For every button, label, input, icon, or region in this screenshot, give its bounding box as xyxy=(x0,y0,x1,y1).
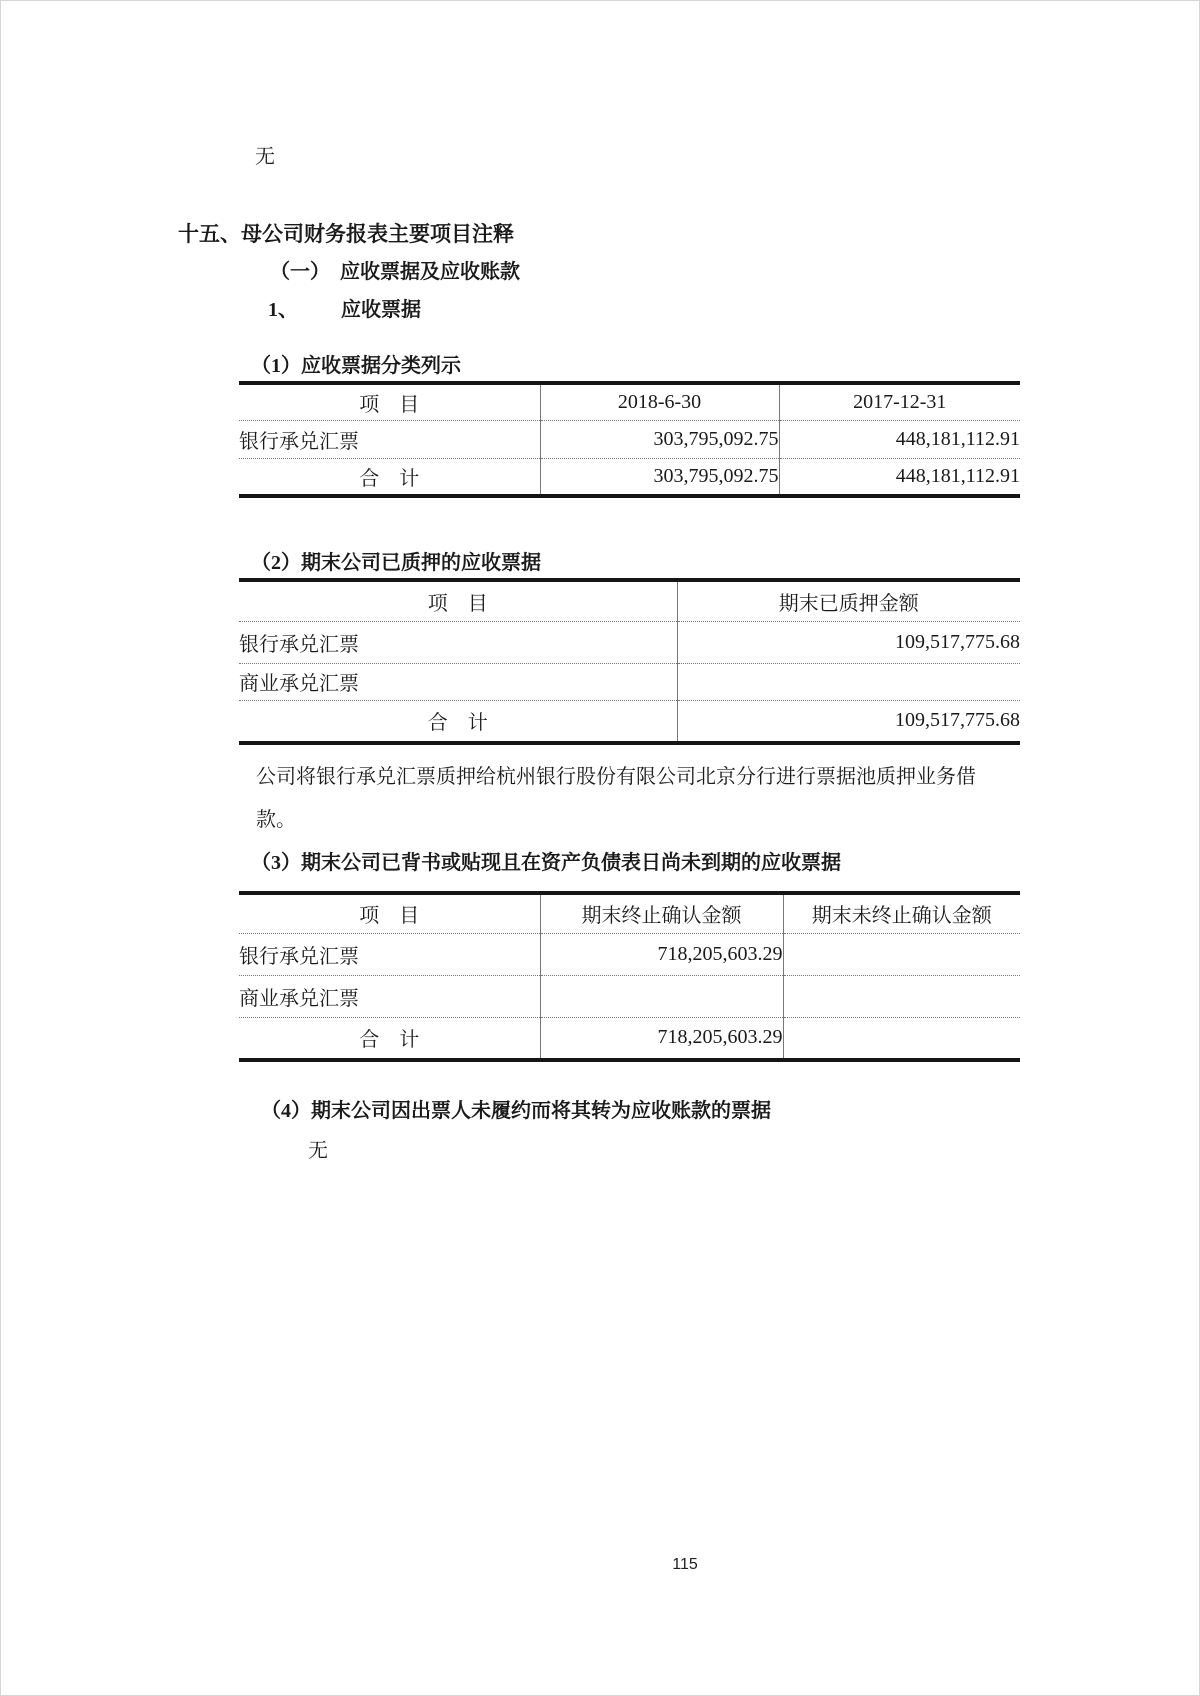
table-row xyxy=(239,621,1020,663)
col-header-item: 项 目 xyxy=(239,383,540,420)
table-row xyxy=(239,975,1020,1017)
table-header-row xyxy=(239,383,1020,420)
row-value: 109,517,775.68 xyxy=(677,621,1020,663)
table-total-row xyxy=(239,458,1020,496)
col-header-pledged: 期末已质押金额 xyxy=(677,580,1020,621)
col-header-item: 项 目 xyxy=(239,893,540,933)
total-label: 合 计 xyxy=(359,1029,420,1052)
table-total-row xyxy=(239,1017,1020,1060)
row-label: 银行承兑汇票 xyxy=(239,621,677,663)
total-label: 合 计 xyxy=(359,467,420,490)
row-label: 商业承兑汇票 xyxy=(239,663,677,700)
total-value: 448,181,112.91 xyxy=(779,458,1020,496)
row-value xyxy=(783,975,1020,1017)
col-header-item: 项 目 xyxy=(239,580,677,621)
total-label: 合 计 xyxy=(427,712,488,735)
item-number: 1、 xyxy=(268,299,298,321)
table-row xyxy=(239,663,1020,700)
table-header-row xyxy=(239,893,1020,933)
row-label: 银行承兑汇票 xyxy=(239,933,540,975)
notes-receivable-classification-table xyxy=(239,381,1020,498)
section3-title: （3）期末公司已背书或贴现且在资产负债表日尚未到期的应收票据 xyxy=(251,852,841,874)
total-value: 109,517,775.68 xyxy=(677,700,1020,743)
total-value: 718,205,603.29 xyxy=(540,1017,783,1060)
col-header-2018: 2018-6-30 xyxy=(540,383,779,420)
table-row xyxy=(239,420,1020,458)
item-title: 应收票据 xyxy=(341,299,421,321)
col-header-derecognized: 期末终止确认金额 xyxy=(540,893,783,933)
pledge-note-paragraph xyxy=(256,756,1001,842)
total-value xyxy=(783,1017,1020,1060)
pledge-note-line2: 款。 xyxy=(256,809,296,831)
row-value: 303,795,092.75 xyxy=(540,420,779,458)
section-main-heading: 十五、母公司财务报表主要项目注释 xyxy=(178,222,514,246)
section4-none-text: 无 xyxy=(308,1140,328,1162)
col-header-2017: 2017-12-31 xyxy=(779,383,1020,420)
row-value: 718,205,603.29 xyxy=(540,933,783,975)
row-value xyxy=(783,933,1020,975)
row-value xyxy=(540,975,783,1017)
table-row xyxy=(239,933,1020,975)
row-value: 448,181,112.91 xyxy=(779,420,1020,458)
section4-title: （4）期末公司因出票人未履约而将其转为应收账款的票据 xyxy=(261,1100,771,1122)
total-value: 303,795,092.75 xyxy=(540,458,779,496)
subsection-heading: （一） 应收票据及应收账款 xyxy=(270,261,520,283)
endorsed-discounted-notes-table xyxy=(239,891,1020,1062)
top-none-text: 无 xyxy=(255,146,275,168)
section2-title: （2）期末公司已质押的应收票据 xyxy=(251,552,541,574)
row-label: 银行承兑汇票 xyxy=(239,420,540,458)
row-value xyxy=(677,663,1020,700)
row-label: 商业承兑汇票 xyxy=(239,975,540,1017)
page-number: 115 xyxy=(672,1556,698,1573)
section1-title: （1）应收票据分类列示 xyxy=(251,355,461,377)
table-total-row xyxy=(239,700,1020,743)
col-header-not-derecognized: 期末未终止确认金额 xyxy=(783,893,1020,933)
table-header-row xyxy=(239,580,1020,621)
item-heading-line xyxy=(268,299,421,322)
pledged-notes-table xyxy=(239,578,1020,745)
pledge-note-line1: 公司将银行承兑汇票质押给杭州银行股份有限公司北京分行进行票据池质押业务借 xyxy=(256,766,976,788)
